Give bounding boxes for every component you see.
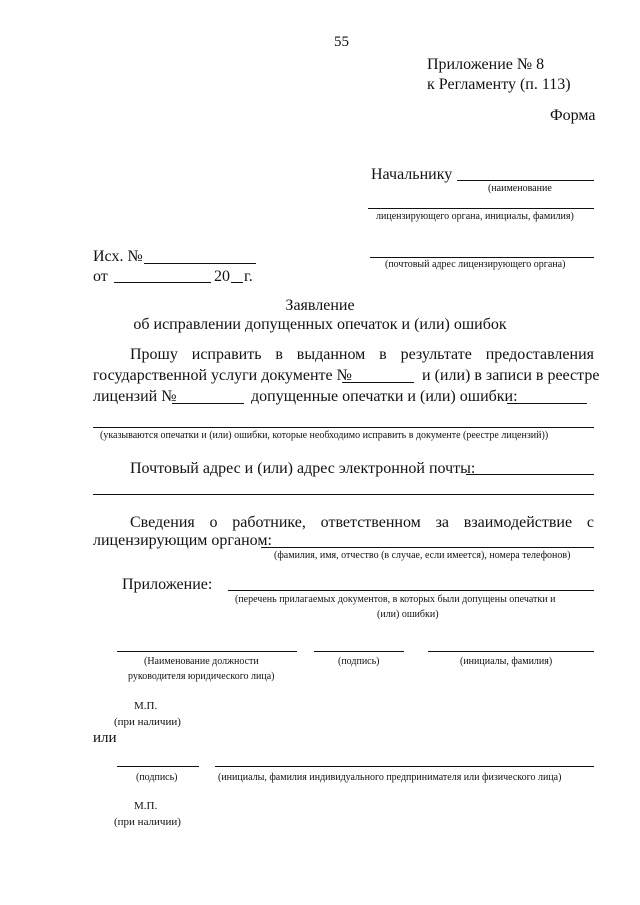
seal-label-2: М.П. [134, 800, 158, 812]
worker-line-1 [130, 514, 594, 532]
position-caption-2: руководителя юридического лица) [128, 671, 275, 682]
signature-line [314, 651, 404, 652]
errors-inline-line [507, 403, 587, 404]
initials-caption: (инициалы, фамилия) [460, 656, 553, 667]
document-subtitle: об исправлении допущенных опечаток и (или) ошибок [133, 316, 507, 333]
position-line [117, 651, 297, 652]
request-word: в [275, 346, 283, 363]
contact-inline-line [466, 474, 594, 475]
outgoing-year-suffix: г. [244, 268, 253, 285]
seal-note-2: (при наличии) [114, 816, 181, 828]
signature-caption-2: (подпись) [136, 772, 178, 783]
addressee-name-caption: (наименование [488, 183, 552, 194]
outgoing-date-line [114, 282, 211, 283]
addressee-label: Начальнику [371, 166, 453, 183]
outgoing-year-line [231, 282, 243, 283]
seal-label: М.П. [134, 700, 158, 712]
addressee-address-caption: (почтовый адрес лицензирующего органа) [385, 259, 566, 270]
worker-word: Сведения [130, 514, 195, 531]
addressee-name-line [457, 180, 594, 181]
entrepreneur-line [215, 766, 594, 767]
document-number-line [342, 382, 414, 383]
request-word: исправить [191, 346, 262, 363]
worker-word: с [586, 514, 594, 531]
signature-line-2 [117, 766, 199, 767]
request-word: в [379, 346, 387, 363]
worker-caption: (фамилия, имя, отчество (в случае, если имеется), номера телефонов) [274, 550, 571, 561]
request-line-2b: и (или) в записи в реестре [422, 367, 600, 384]
appendix-number: Приложение № 8 [427, 56, 545, 73]
request-word: результате [400, 346, 472, 363]
attachment-caption-1: (перечень прилагаемых документов, в которых были допущены опечатки и [235, 594, 556, 605]
worker-word: за [435, 514, 449, 531]
errors-caption: (указываются опечатки и (или) ошибки, которые необходимо исправить в документе (реестре лицензий)) [100, 430, 549, 441]
worker-word: взаимодействие [463, 514, 573, 531]
entrepreneur-caption: (инициалы, фамилия индивидуального предпринимателя или физического лица) [218, 772, 562, 783]
addressee-address-line [370, 257, 594, 258]
attachment-label: Приложение: [122, 576, 213, 593]
worker-line-2: лицензирующим органом: [93, 532, 272, 549]
request-word: выданном [296, 346, 366, 363]
request-line-3a: лицензий № [93, 388, 177, 405]
request-line-3b: допущенные опечатки и (или) ошибки: [251, 388, 518, 405]
worker-word: работнике, [232, 514, 306, 531]
or-label: или [93, 730, 117, 746]
contact-line [93, 494, 594, 495]
initials-line [428, 651, 594, 652]
appendix-reference: к Регламенту (п. 113) [427, 76, 571, 93]
outgoing-number-line [144, 263, 256, 264]
outgoing-number-label: Исх. № [93, 248, 143, 265]
attachment-caption-2: (или) ошибки) [377, 609, 439, 620]
addressee-org-line [368, 208, 594, 209]
request-line-1 [130, 346, 594, 364]
form-label: Форма [550, 107, 596, 124]
contact-label: Почтовый адрес и (или) адрес электронной почты: [130, 460, 476, 477]
errors-line [93, 427, 594, 428]
addressee-org-caption: лицензирующего органа, инициалы, фамилия) [376, 211, 574, 222]
request-line-2a: государственной услуги документе № [93, 367, 352, 384]
attachment-line [228, 590, 594, 591]
seal-note: (при наличии) [114, 716, 181, 728]
page-number: 55 [334, 34, 349, 50]
request-word: Прошу [130, 346, 178, 363]
document-title: Заявление [285, 297, 355, 314]
outgoing-year-prefix: 20 [214, 268, 230, 285]
license-number-line [172, 403, 244, 404]
worker-line [261, 547, 594, 548]
worker-word: ответственном [320, 514, 421, 531]
outgoing-date-label: от [93, 268, 108, 285]
request-word: предоставления [485, 346, 594, 363]
signature-caption: (подпись) [338, 656, 380, 667]
position-caption-1: (Наименование должности [144, 656, 259, 667]
worker-word: о [209, 514, 218, 531]
